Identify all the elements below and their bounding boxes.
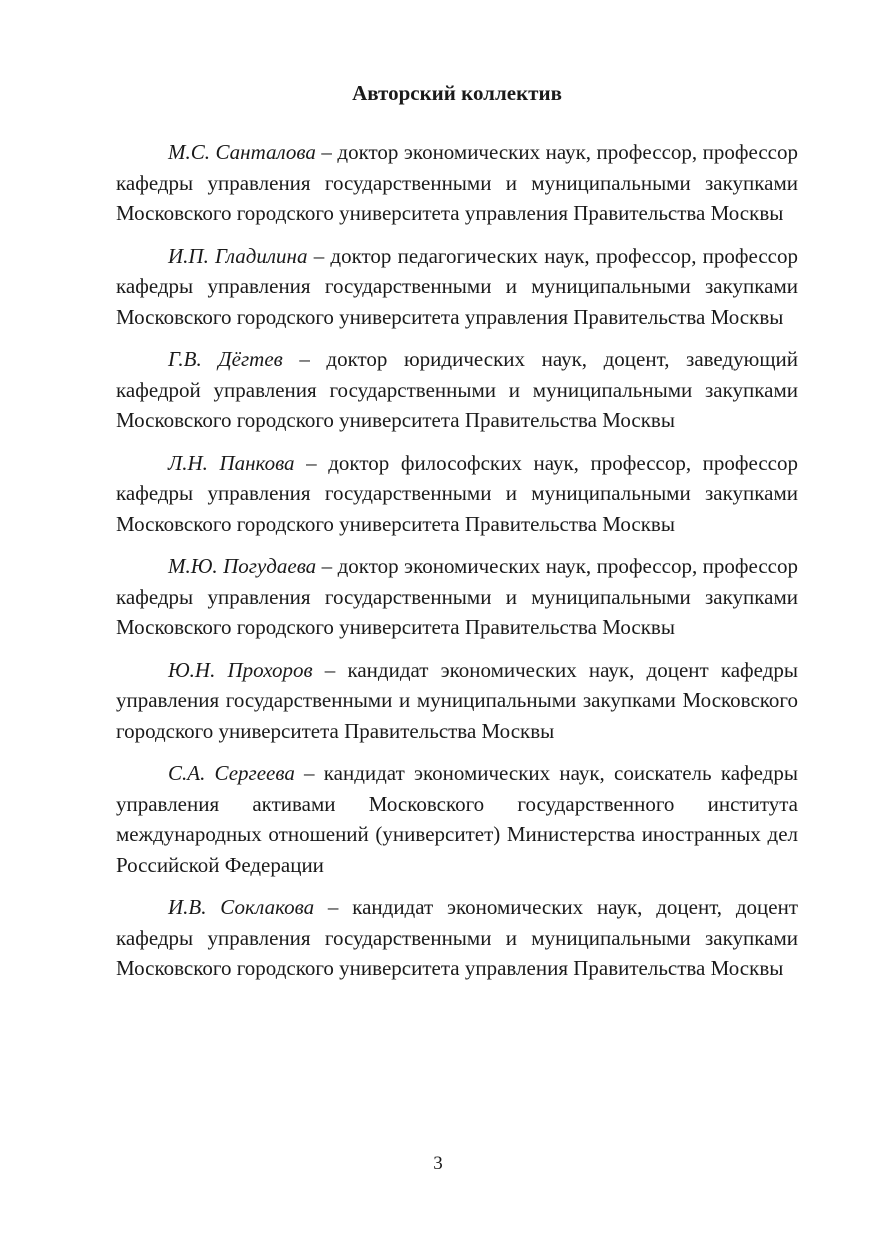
page-number: 3: [433, 1153, 443, 1174]
author-entry: [116, 137, 798, 229]
author-entry: [116, 551, 798, 643]
author-name: Ю.Н. Прохоров: [168, 657, 313, 682]
author-entry: [116, 241, 798, 333]
author-description: – доктор юридических наук, доцент, заведующий кафедрой управления государственными и муниципальными закупками Московского городского университета Правительства Москвы: [116, 347, 798, 432]
author-entry: [116, 344, 798, 436]
author-name: Л.Н. Панкова: [168, 450, 295, 475]
author-description: – кандидат экономических наук, доцент кафедры управления государственными и муниципальными закупками Московского городского университета Правительства Москвы: [116, 657, 798, 743]
author-description: – доктор философских наук, профессор, профессор кафедры управления государственными и муниципальными закупками Московского городского университета Правительства Москвы: [116, 450, 799, 536]
document-page: [116, 78, 798, 996]
author-name: Г.В. Дёгтев: [168, 347, 283, 371]
page-title: Авторский коллектив: [352, 81, 562, 105]
author-name: И.П. Гладилина: [168, 243, 308, 268]
author-description: – доктор экономических наук, профессор, профессор кафедры управления государственными и муниципальными закупками Московского городского университета Правительства Москвы: [116, 554, 798, 639]
author-entry: [116, 655, 798, 747]
author-entry: [116, 892, 798, 984]
author-entry: [116, 758, 798, 880]
author-entry: [116, 448, 798, 540]
author-description: – кандидат экономических наук, доцент, доцент кафедры управления государственными и муниципальными закупками Московского городского университета управления Правительства Москвы: [116, 895, 798, 980]
author-name: С.А. Сергеева: [168, 761, 295, 785]
author-description: – доктор экономических наук, профессор, профессор кафедры управления государственными и муниципальными закупками Московского городского университета управления Правительства Москвы: [116, 140, 798, 225]
author-description: – доктор педагогических наук, профессор, профессор кафедры управления государственными и муниципальными закупками Московского городского университета управления Правительства Москвы: [116, 243, 798, 329]
author-name: М.С. Санталова: [168, 140, 316, 164]
author-description: – кандидат экономических наук, соискатель кафедры управления активами Московского государственного института международных отношений (университет) Министерства иностранных дел Российской Федерации: [116, 761, 798, 877]
author-name: И.В. Соклакова: [168, 895, 315, 919]
author-name: М.Ю. Погудаева: [168, 554, 317, 578]
